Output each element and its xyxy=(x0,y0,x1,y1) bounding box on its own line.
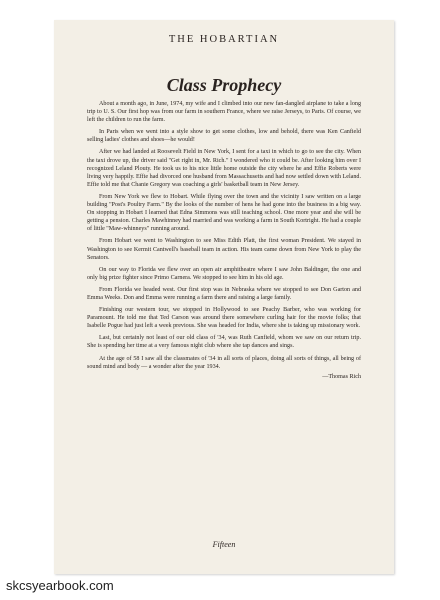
site-watermark: skcsyearbook.com xyxy=(6,578,114,593)
paragraph: About a month ago, in June, 1974, my wife and I climbed into our new fan-dangled airplane to take a long trip to U. S. Our first hop was from our farm in southern France, where we raise Jerseys, to Paris. Of course, we left the children to run the farm. xyxy=(87,101,361,124)
page-header: THE HOBARTIAN xyxy=(168,34,280,45)
paragraph: From Hobart we went to Washington to see Miss Edith Platt, the first woman President. We stayed in Washington to see Kermit Cantwell's baseball team in action. His team came down from New York to play the Senators. xyxy=(87,238,361,261)
paragraph: Last, but certainly not least of our old class of '34, was Ruth Canfield, whom we saw on our return trip. She is spending her time at a very famous night club where she tap dances and sings. xyxy=(87,335,361,350)
author-signature: —Thomas Rich xyxy=(322,373,361,380)
paragraph: On our way to Florida we flew over an open air amphitheatre where I saw John Baldinger, the one and only big prize fighter since Primo Carnera. We stopped to see him in his old age. xyxy=(87,266,361,281)
paragraph: At the age of 58 I saw all the classmates of '34 in all sorts of places, doing all sorts of things, all being of sound mind and body — a wonder after the year 1934. xyxy=(87,355,361,370)
paragraph: From New York we flew to Hobart. While flying over the town and the vicinity I saw written on a large building "Post's Poultry Farm." By the looks of the number of hens he had gone into the business in a big way. On stopping in Hobart I learned that Edna Simmons was still teaching school. One more year and she will be getting a pension. Charles Mawhinney had married and was working a farm in South Kortright. He had a couple of little "Maw-whinneys" running around. xyxy=(87,193,361,233)
article-title: Class Prophecy xyxy=(166,75,282,95)
paragraph: In Paris when we went into a style show to get some clothes, low and behold, there was Ken Canfield selling ladies' clothes and shoes—he would! xyxy=(87,129,361,144)
paragraph: After we had landed at Roosevelt Field in New York, I sent for a taxi in which to go to see the city. When the taxi drove up, the driver said "Get right in, Mr. Rich." I wondered who it could be. After looking him over I recognized Leland Plouty. He took us to his nice little home outside the city where he and Effie Roberts were living very happily. Effie had divorced one husband from Massachusetts and had now settled down with Leland. Effie told me that Chanie Gregory was coaching a girls' basketball team in New Jersey. xyxy=(87,149,361,188)
yearbook-page xyxy=(54,20,394,574)
paragraph: Finishing our western tour, we stopped in Hollywood to see Peachy Barber, who was working for Paramount. He told me that Ted Carson was around there somewhere curling hair for the movie folks; that Isabelle Pogue had just left a week previous. She was headed for India, where she is taking up missionary work. xyxy=(87,307,361,330)
page-number: Fifteen xyxy=(212,540,236,549)
article-body xyxy=(87,100,361,381)
paragraph: From Florida we headed west. Our first stop was in Nebraska where we stopped to see Don Garton and Emma Weeks. Don and Emma were running a farm there and raising a large family. xyxy=(87,286,361,301)
